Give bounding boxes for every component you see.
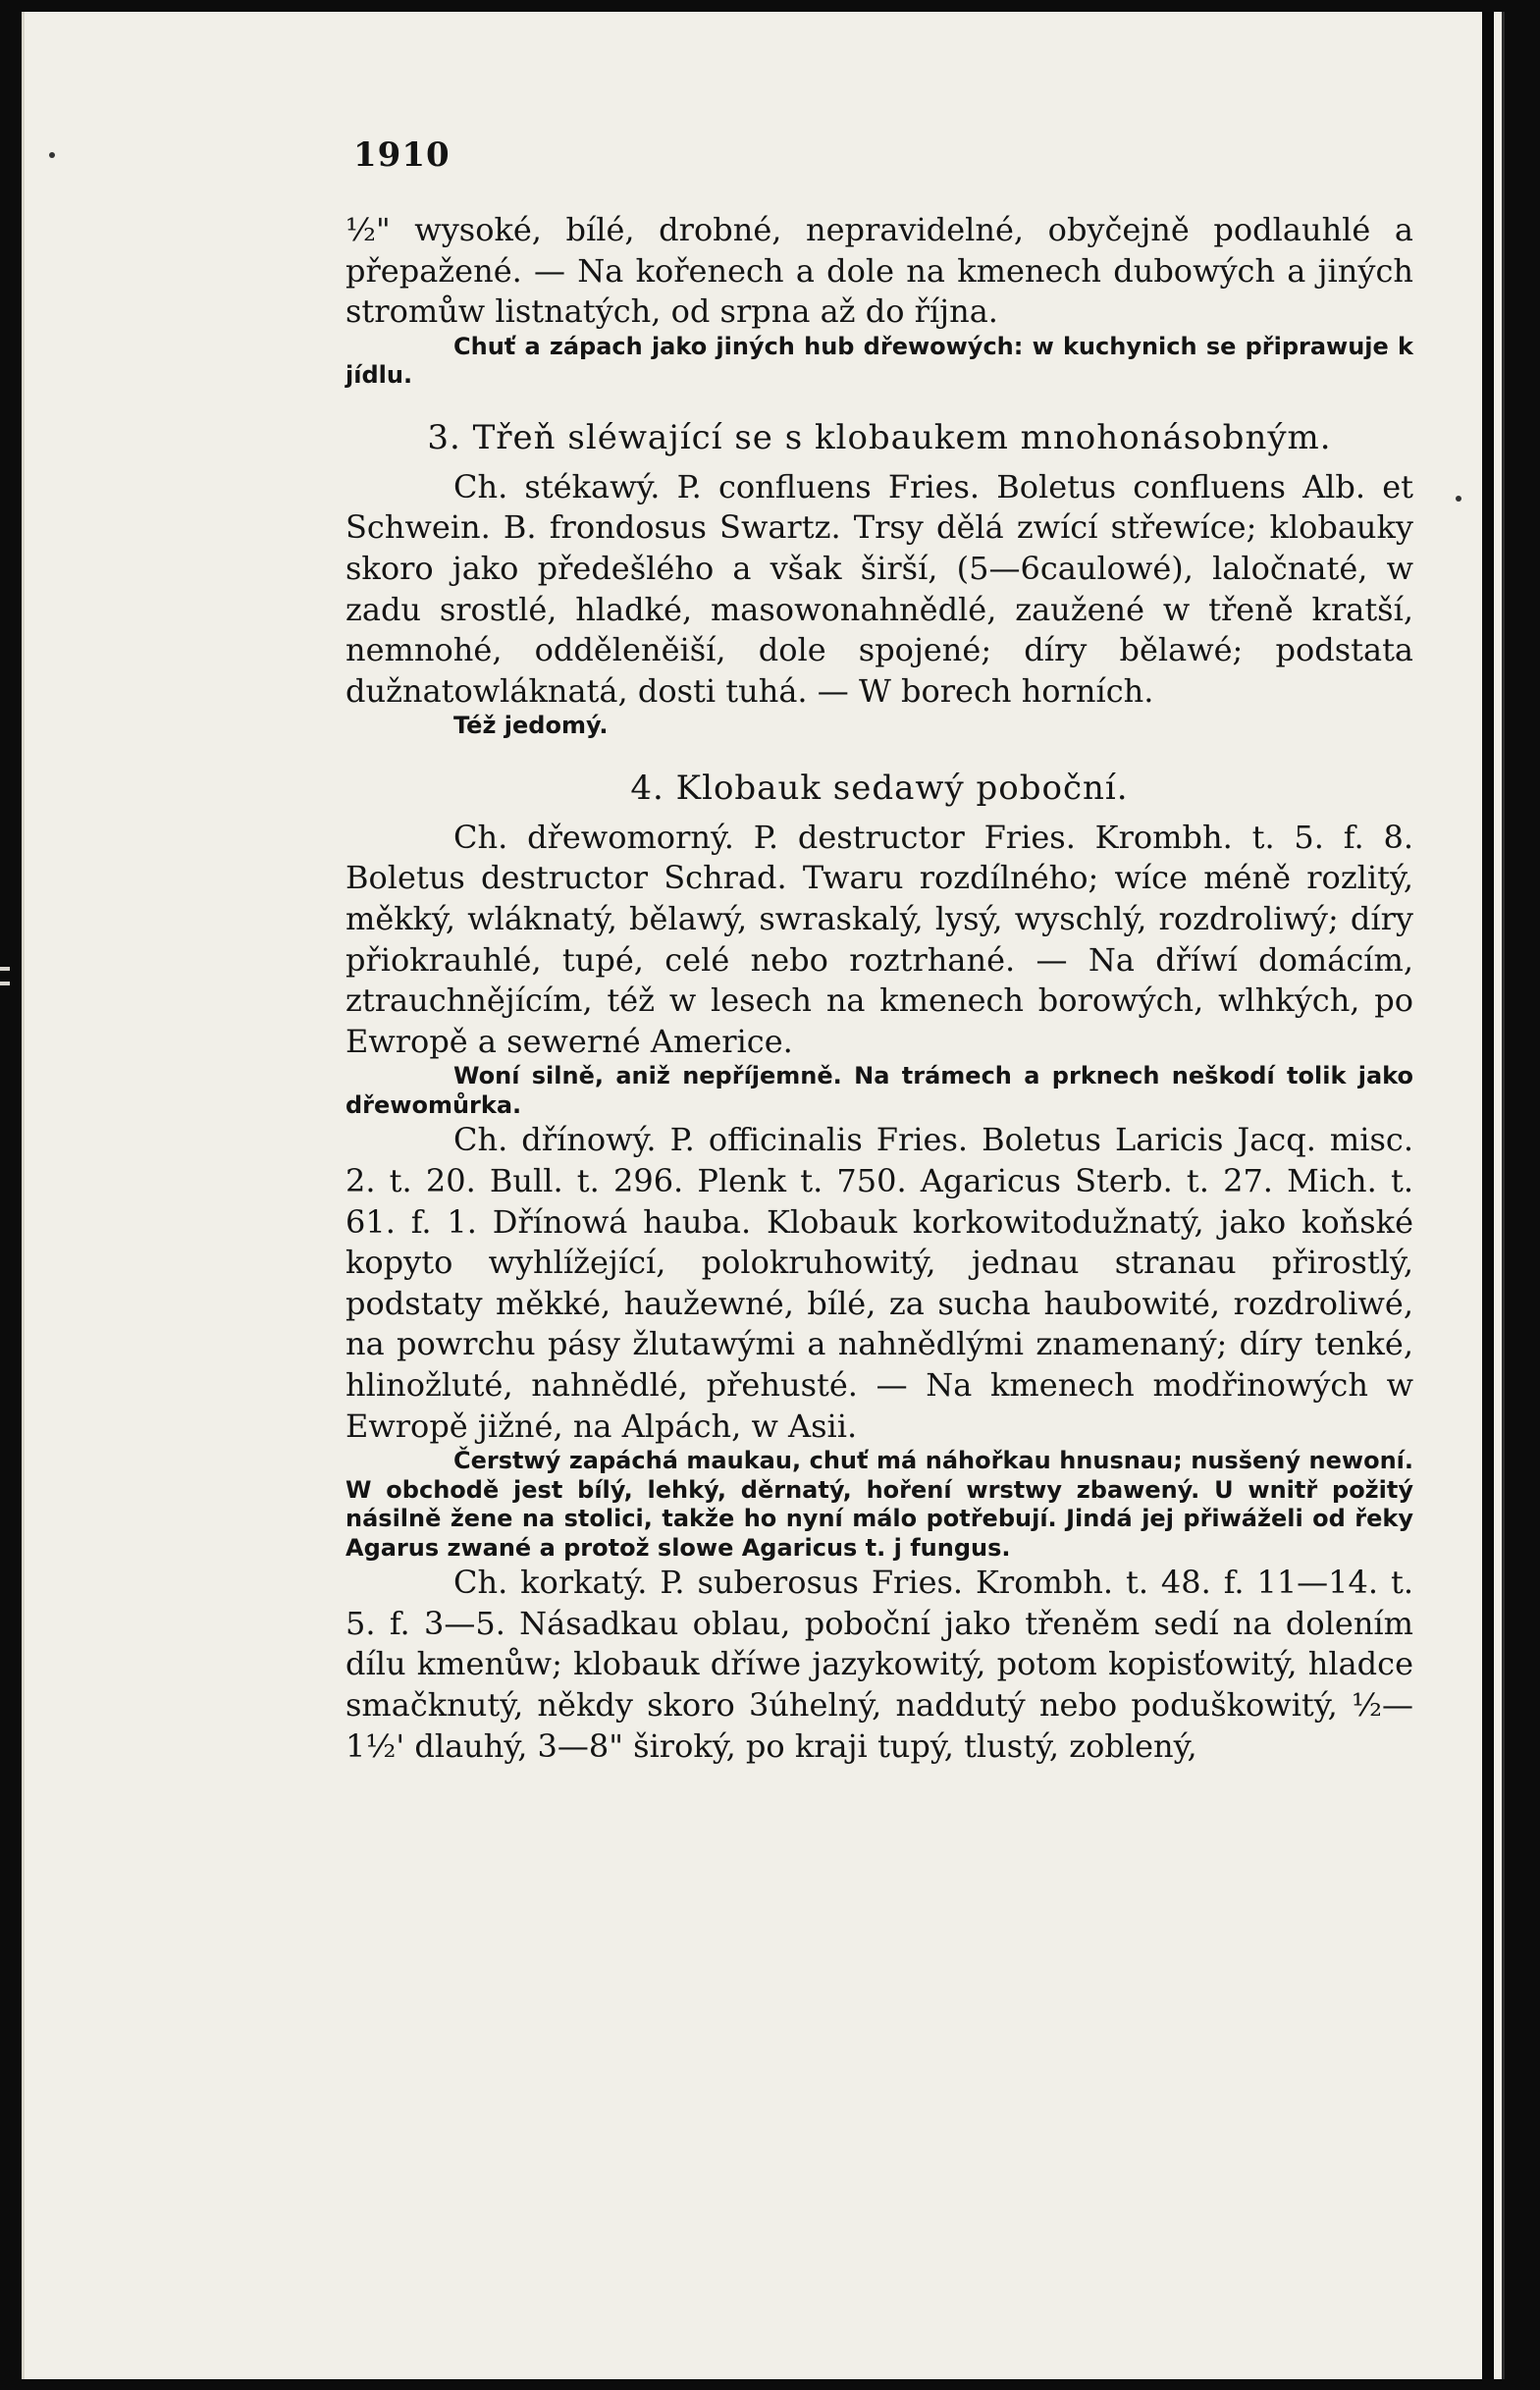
paragraph-2: Ch. stékawý. P. confluens Fries. Boletus confluens Alb. et Schwein. B. frondosus Swartz. Trsy dělá zwící střewíce; klobauky skoro jako předešlého a však širší, (5—6caulowé), laločnaté, w zadu srostlé, hladké, masowonahnědlé, zaužené w třeně kratší, nemnohé, odděleněiší, dole spojené; díry bělawé; podstata dužnatowláknatá, dosti tuhá. — W borech horních.	[345, 467, 1413, 710]
margin-dot	[1456, 496, 1461, 502]
margin-mark	[0, 967, 10, 971]
paragraph-3: Ch. dřewomorný. P. destructor Fries. Krombh. t. 5. f. 8. Boletus destructor Schrad. Twaru rozdílného; wíce méně rozlitý, měkký, wláknatý, bělawý, swraskalý, lysý, wyschlý, rozdroliwý; díry přiokrauhlé, tupé, celé nebo roztrhané. — Na dříwí domácím, ztrauchnějícím, též w lesech na kmenech borowých, wlhkých, po Ewropě a sewerné Americe.	[345, 818, 1413, 1060]
section-heading-4: 4. Klobauk sedawý poboční.	[630, 768, 1129, 808]
note-3: Woní silně, aniž nepříjemně. Na trámech a prknech neškodí tolik jako dřewomůrka.	[345, 1062, 1413, 1119]
paragraph-1: ½" wysoké, bílé, drobné, nepravidelné, obyčejně podlauhlé a přepažené. — Na kořenech a dole na kmenech dubowých a jiných stromůw listnatých, od srpna až do října.	[345, 211, 1413, 331]
page-text	[345, 135, 1413, 1767]
note-2: Též jedomý.	[453, 712, 609, 740]
paragraph-5: Ch. korkatý. P. suberosus Fries. Krombh. t. 48. f. 11—14. t. 5. f. 3—5. Násadkau oblau, poboční jako třeněm sedí na dolením dílu kmenůw; klobauk dříwe jazykowitý, potom kopisťowitý, hladce smačknutý, někdy skoro 3úhelný, naddutý nebo poduškowitý, ½—1½' dlauhý, 3—8" široký, po kraji tupý, tlustý, zoblený,	[345, 1564, 1413, 1765]
page-gutter	[1482, 12, 1494, 2379]
margin-mark	[0, 982, 10, 985]
page-number: 1910	[353, 135, 451, 175]
gutter-shadow	[1502, 12, 1505, 2379]
note-4: Čerstwý zapáchá maukau, chuť má náhořkau hnusnau; nusšený newoní. W obchodě jest bílý, lehký, děrnatý, hoření wrstwy zbawený. U wnitř požitý násilně žene na stolici, takže ho nyní málo potřebují. Jindá jej přiwáželi od řeky Agarus zwané a protož slowe Agaricus t. j fungus.	[345, 1447, 1413, 1562]
section-heading-3: 3. Třeň sléwající se s klobaukem mnohonásobným.	[427, 417, 1332, 457]
note-1: Chuť a zápach jako jiných hub dřewowých: w kuchynich se připrawuje k jídlu.	[345, 332, 1413, 390]
paragraph-4: Ch. dřínowý. P. officinalis Fries. Boletus Laricis Jacq. misc. 2. t. 20. Bull. t. 296. Plenk t. 750. Agaricus Sterb. t. 27. Mich. t. 61. f. 1. Dřínowá hauba. Klobauk korkowitodužnatý, jako koňské kopyto wyhlížející, polokruhowitý, jednau stranau přirostlý, podstaty měkké, haužewné, bílé, za sucha haubowité, rozdroliwé, na powrchu pásy žlutawými a nahnědlými znamenaný; díry tenké, hlinožluté, nahnědlé, přehusté. — Na kmenech modřinowých w Ewropě jižné, na Alpách, w Asii.	[345, 1121, 1413, 1445]
margin-dot	[49, 152, 55, 158]
